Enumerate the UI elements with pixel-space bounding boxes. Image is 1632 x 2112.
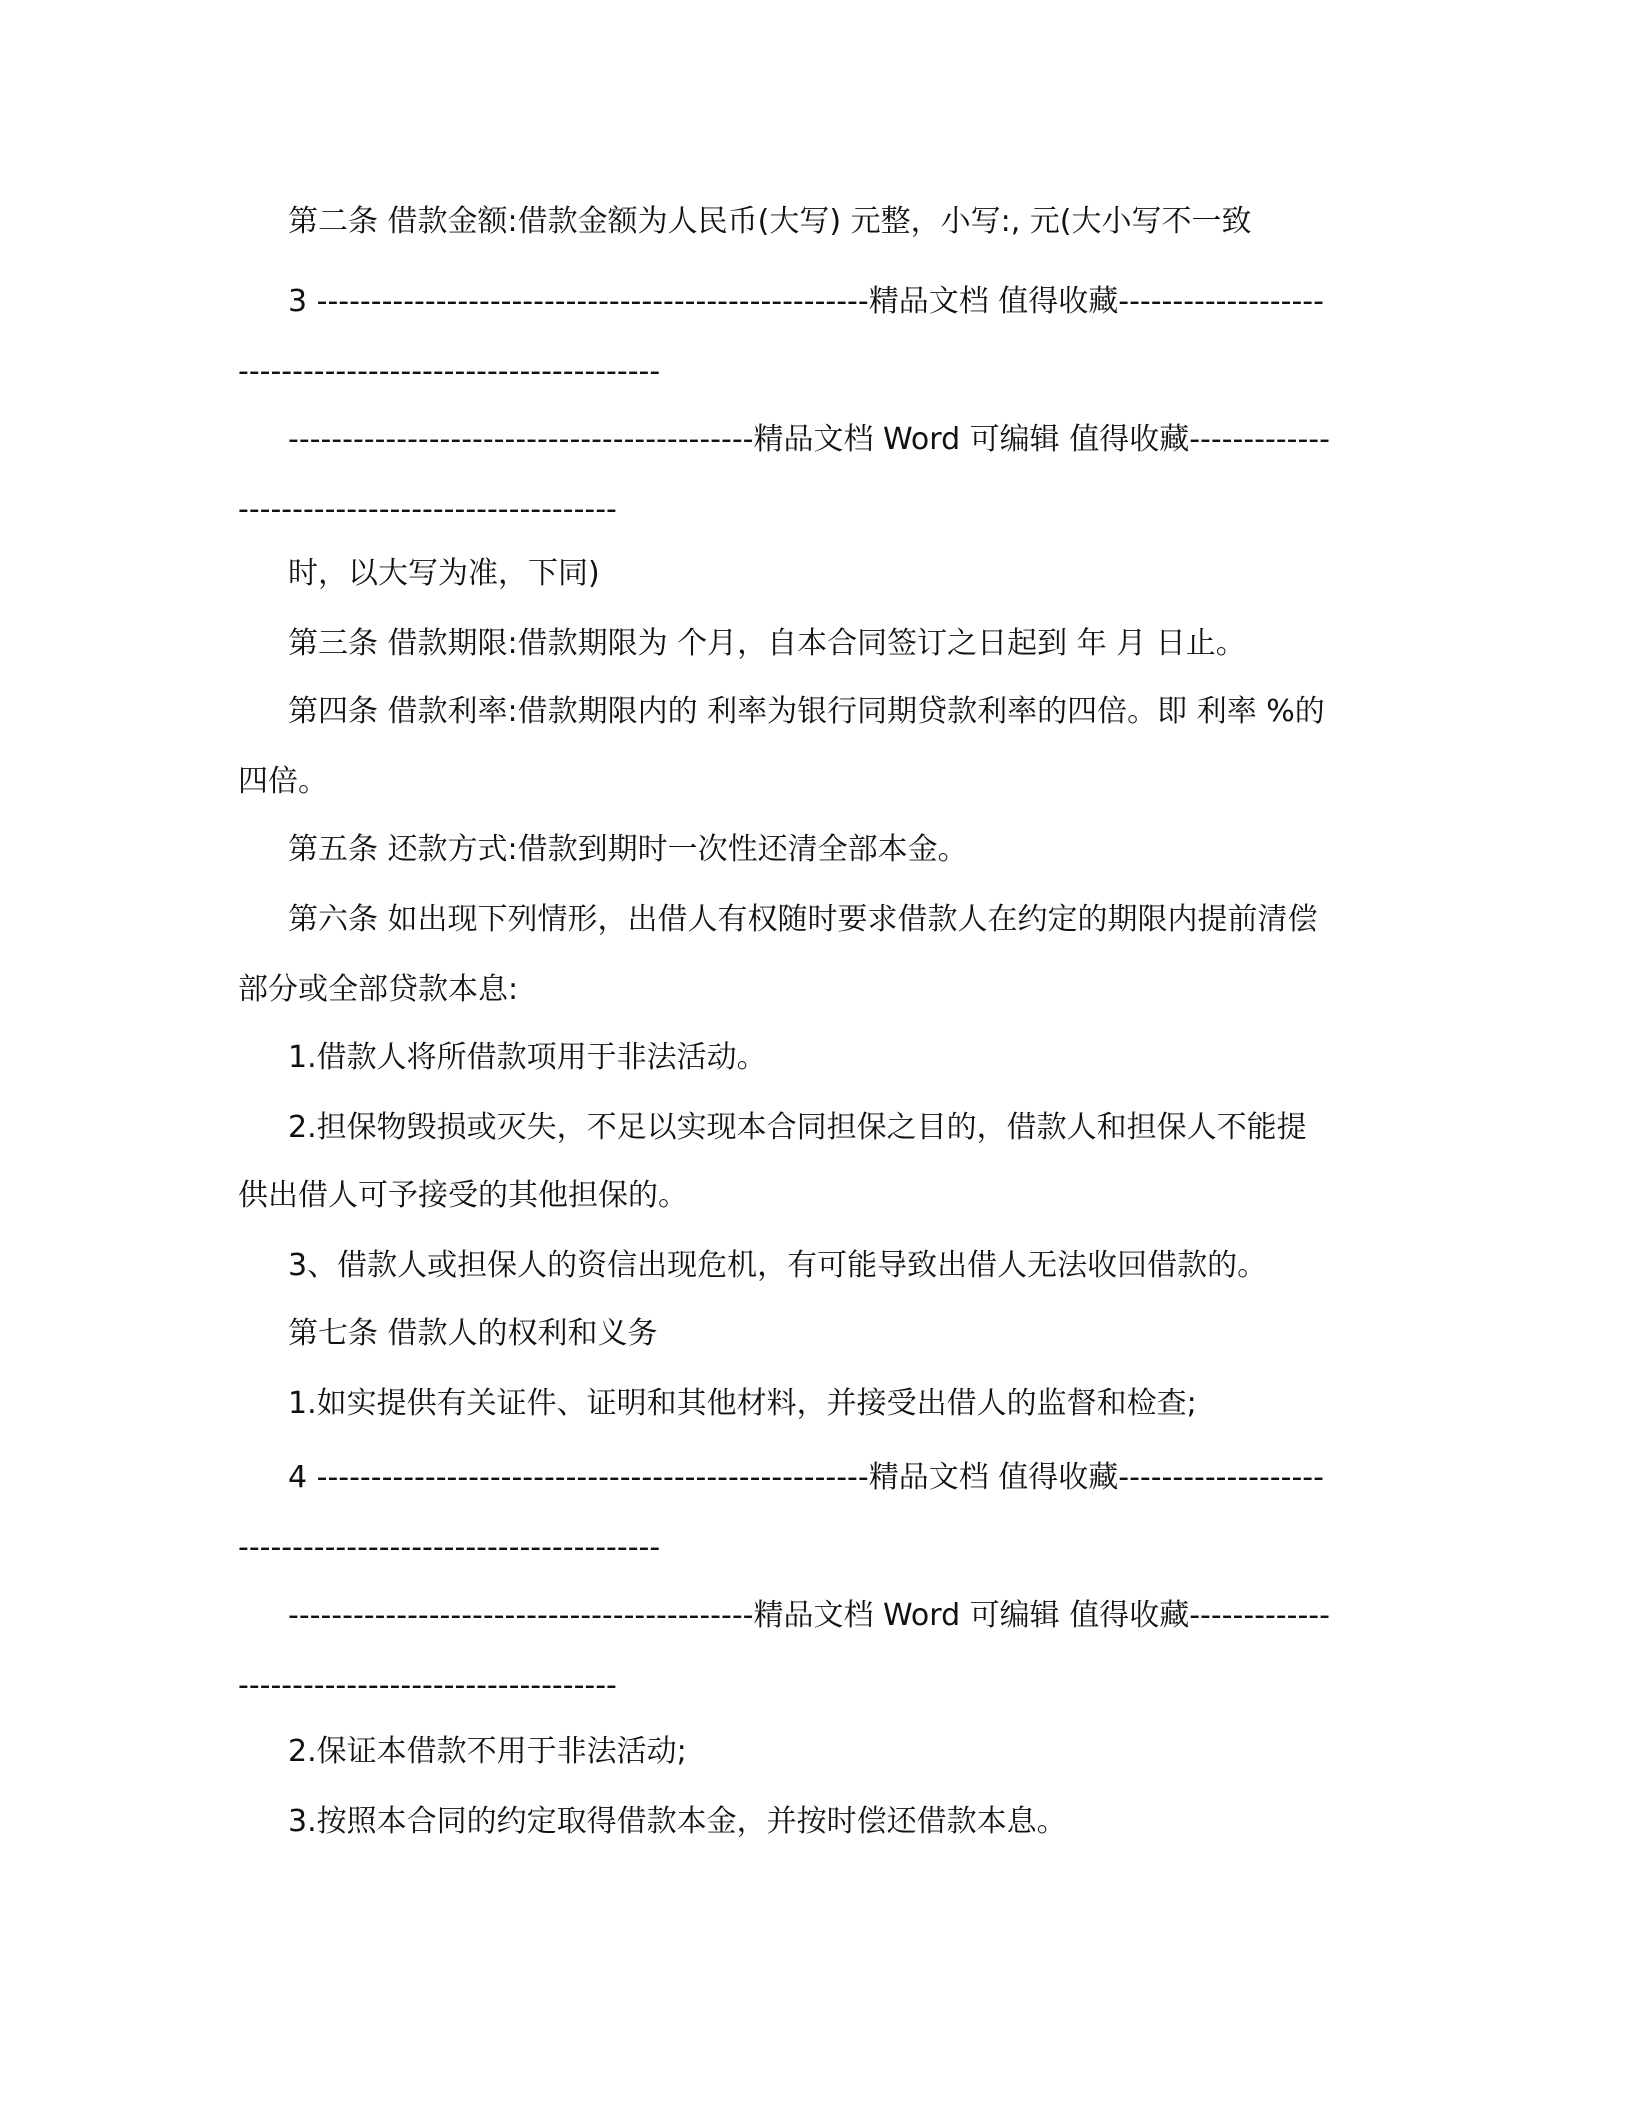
- page-footer-watermark-2-cont: ---------------------------------------: [238, 1530, 661, 1565]
- clause-4-rate-cont: 四倍。: [238, 764, 328, 799]
- page-header-watermark-cont: -----------------------------------: [238, 492, 617, 527]
- page-header-watermark-2: -------------------------------------------精品文档 Word 可编辑 值得收藏-------------: [288, 1598, 1330, 1633]
- page-footer-watermark-cont: ---------------------------------------: [238, 354, 661, 389]
- clause-6-item-2-cont: 供出借人可予接受的其他担保的。: [238, 1178, 688, 1213]
- page-header-watermark-2-cont: -----------------------------------: [238, 1668, 617, 1703]
- clause-6-item-2: 2.担保物毁损或灭失，不足以实现本合同担保之目的，借款人和担保人不能提: [288, 1110, 1307, 1145]
- clause-5-repayment: 第五条 还款方式:借款到期时一次性还清全部本金。: [288, 832, 968, 867]
- clause-2-amount: 第二条 借款金额:借款金额为人民币(大写) 元整，小写:, 元(大小写不一致: [288, 204, 1252, 239]
- clause-7-item-1: 1.如实提供有关证件、证明和其他材料，并接受出借人的监督和检查;: [288, 1386, 1197, 1421]
- clause-7-item-3: 3.按照本合同的约定取得借款本金，并按时偿还借款本息。: [288, 1804, 1067, 1839]
- clause-3-term: 第三条 借款期限:借款期限为 个月，自本合同签订之日起到 年 月 日止。: [288, 626, 1246, 661]
- clause-4-rate: 第四条 借款利率:借款期限内的 利率为银行同期贷款利率的四倍。即 利率 %的: [288, 694, 1325, 729]
- page-header-watermark: -------------------------------------------精品文档 Word 可编辑 值得收藏-------------: [288, 422, 1330, 457]
- page-footer-watermark: 3 ---------------------------------------------------精品文档 值得收藏-------------------: [288, 284, 1324, 319]
- clause-6-item-1: 1.借款人将所借款项用于非法活动。: [288, 1040, 767, 1075]
- clause-7-item-2: 2.保证本借款不用于非法活动;: [288, 1734, 687, 1769]
- clause-6-item-3: 3、借款人或担保人的资信出现危机，有可能导致出借人无法收回借款的。: [288, 1248, 1268, 1283]
- clause-7-title: 第七条 借款人的权利和义务: [288, 1316, 658, 1351]
- clause-2-continuation: 时，以大写为准，下同): [288, 556, 600, 591]
- clause-6-early-repayment: 第六条 如出现下列情形，出借人有权随时要求借款人在约定的期限内提前清偿: [288, 902, 1318, 937]
- page-footer-watermark-2: 4 ---------------------------------------------------精品文档 值得收藏-------------------: [288, 1460, 1324, 1495]
- clause-6-early-repayment-cont: 部分或全部贷款本息:: [238, 972, 519, 1007]
